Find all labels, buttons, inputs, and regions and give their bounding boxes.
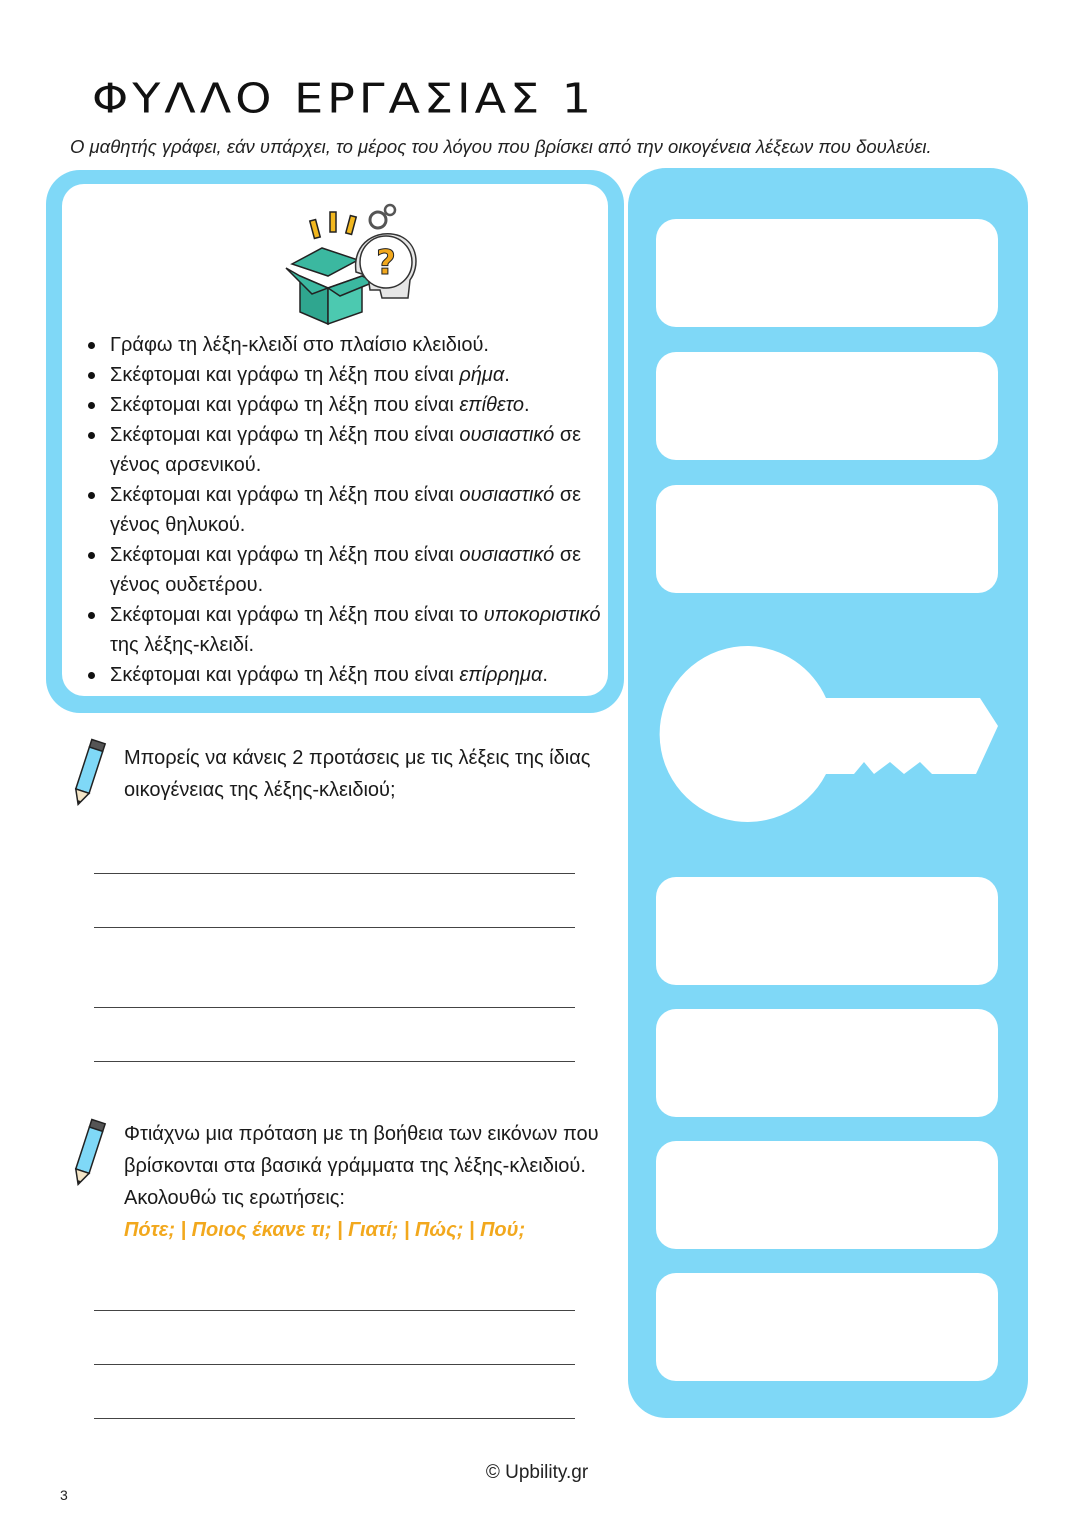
instructions-inner: [62, 184, 608, 696]
instruction-item: [110, 660, 610, 690]
writing-line[interactable]: [94, 873, 575, 874]
instruction-item: [110, 390, 610, 420]
answer-box[interactable]: [656, 1009, 998, 1117]
answer-box[interactable]: [656, 485, 998, 593]
instruction-term: ουσιαστικό: [459, 424, 555, 446]
instruction-term: επίθετο: [459, 394, 524, 416]
instruction-text: .: [504, 364, 510, 386]
instruction-text: .: [523, 394, 530, 416]
instructions-list: [110, 330, 610, 690]
instruction-text: Σκέφτομαι και γράφω τη λέξη που είναι: [110, 544, 460, 566]
pencil-icon: [68, 1116, 108, 1192]
instruction-term: επίρρημα: [459, 664, 543, 686]
instruction-term: ρήμα: [459, 364, 505, 386]
svg-text:?: ?: [376, 243, 396, 283]
page-number: 3: [60, 1487, 68, 1503]
instruction-text: Σκέφτομαι και γράφω τη λέξη που είναι: [110, 394, 460, 416]
instruction-text: σε γένος αρσενικού.: [110, 424, 582, 476]
writing-line[interactable]: [94, 1310, 575, 1311]
answer-box[interactable]: [656, 352, 998, 460]
instruction-text: Σκέφτομαι και γράφω τη λέξη που είναι: [110, 364, 460, 386]
instruction-text: σε γένος ουδετέρου.: [110, 544, 582, 596]
task-2-questions: Πότε; | Ποιος έκανε τι; | Γιατί; | Πώς; | Πού;: [124, 1219, 526, 1241]
answer-box[interactable]: [656, 1141, 998, 1249]
instructions-box: [46, 170, 624, 713]
mystery-box-icon: [282, 202, 422, 326]
writing-line[interactable]: [94, 1061, 575, 1062]
instruction-item: [110, 600, 610, 660]
instruction-term: ουσιαστικό: [459, 544, 555, 566]
instruction-item: [110, 330, 610, 360]
copyright-footer: © Upbility.gr: [485, 1462, 589, 1483]
instruction-text: Γράφω τη λέξη-κλειδί στο πλαίσιο κλειδιού.: [110, 334, 489, 356]
instruction-item: [110, 480, 610, 540]
answer-box[interactable]: [656, 1273, 998, 1381]
instruction-text: Σκέφτομαι και γράφω τη λέξη που είναι το: [110, 604, 484, 626]
pencil-icon: [68, 736, 108, 812]
instruction-text: σε γένος θηλυκού.: [110, 484, 582, 536]
instruction-item: [110, 360, 610, 390]
instruction-text: Σκέφτομαι και γράφω τη λέξη που είναι: [110, 664, 460, 686]
task-2-text: Φτιάχνω μια πρόταση με τη βοήθεια των εικόνων που βρίσκονται στα βασικά γράμματα της λέξης-κλειδιού. Ακολουθώ τις ερωτήσεις:: [124, 1123, 599, 1209]
instruction-text: της λέξης-κλειδί.: [110, 634, 255, 656]
instruction-text: Σκέφτομαι και γράφω τη λέξη που είναι: [110, 484, 460, 506]
answer-box[interactable]: [656, 877, 998, 985]
instruction-text: .: [542, 664, 548, 686]
page-title: ΦΥΛΛΟ ΕΡΓΑΣΙΑΣ 1: [92, 74, 596, 123]
key-panel: [628, 168, 1028, 1418]
instruction-item: [110, 540, 610, 600]
instruction-term: υποκοριστικό: [483, 604, 601, 626]
page-subtitle: Ο μαθητής γράφει, εάν υπάρχει, το μέρος του λόγου που βρίσκει από την οικογένεια λέξεων που δουλεύει.: [70, 136, 932, 157]
writing-line[interactable]: [94, 1007, 575, 1008]
instruction-item: [110, 420, 610, 480]
writing-line[interactable]: [94, 927, 575, 928]
task-2: [124, 1118, 604, 1246]
key-icon[interactable]: [658, 644, 1000, 824]
task-1-text: Μπορείς να κάνεις 2 προτάσεις με τις λέξεις της ίδιας οικογένειας της λέξης-κλειδιού;: [124, 747, 591, 801]
instruction-term: ουσιαστικό: [459, 484, 555, 506]
answer-box[interactable]: [656, 219, 998, 327]
writing-line[interactable]: [94, 1364, 575, 1365]
writing-line[interactable]: [94, 1418, 575, 1419]
instruction-text: Σκέφτομαι και γράφω τη λέξη που είναι: [110, 424, 460, 446]
